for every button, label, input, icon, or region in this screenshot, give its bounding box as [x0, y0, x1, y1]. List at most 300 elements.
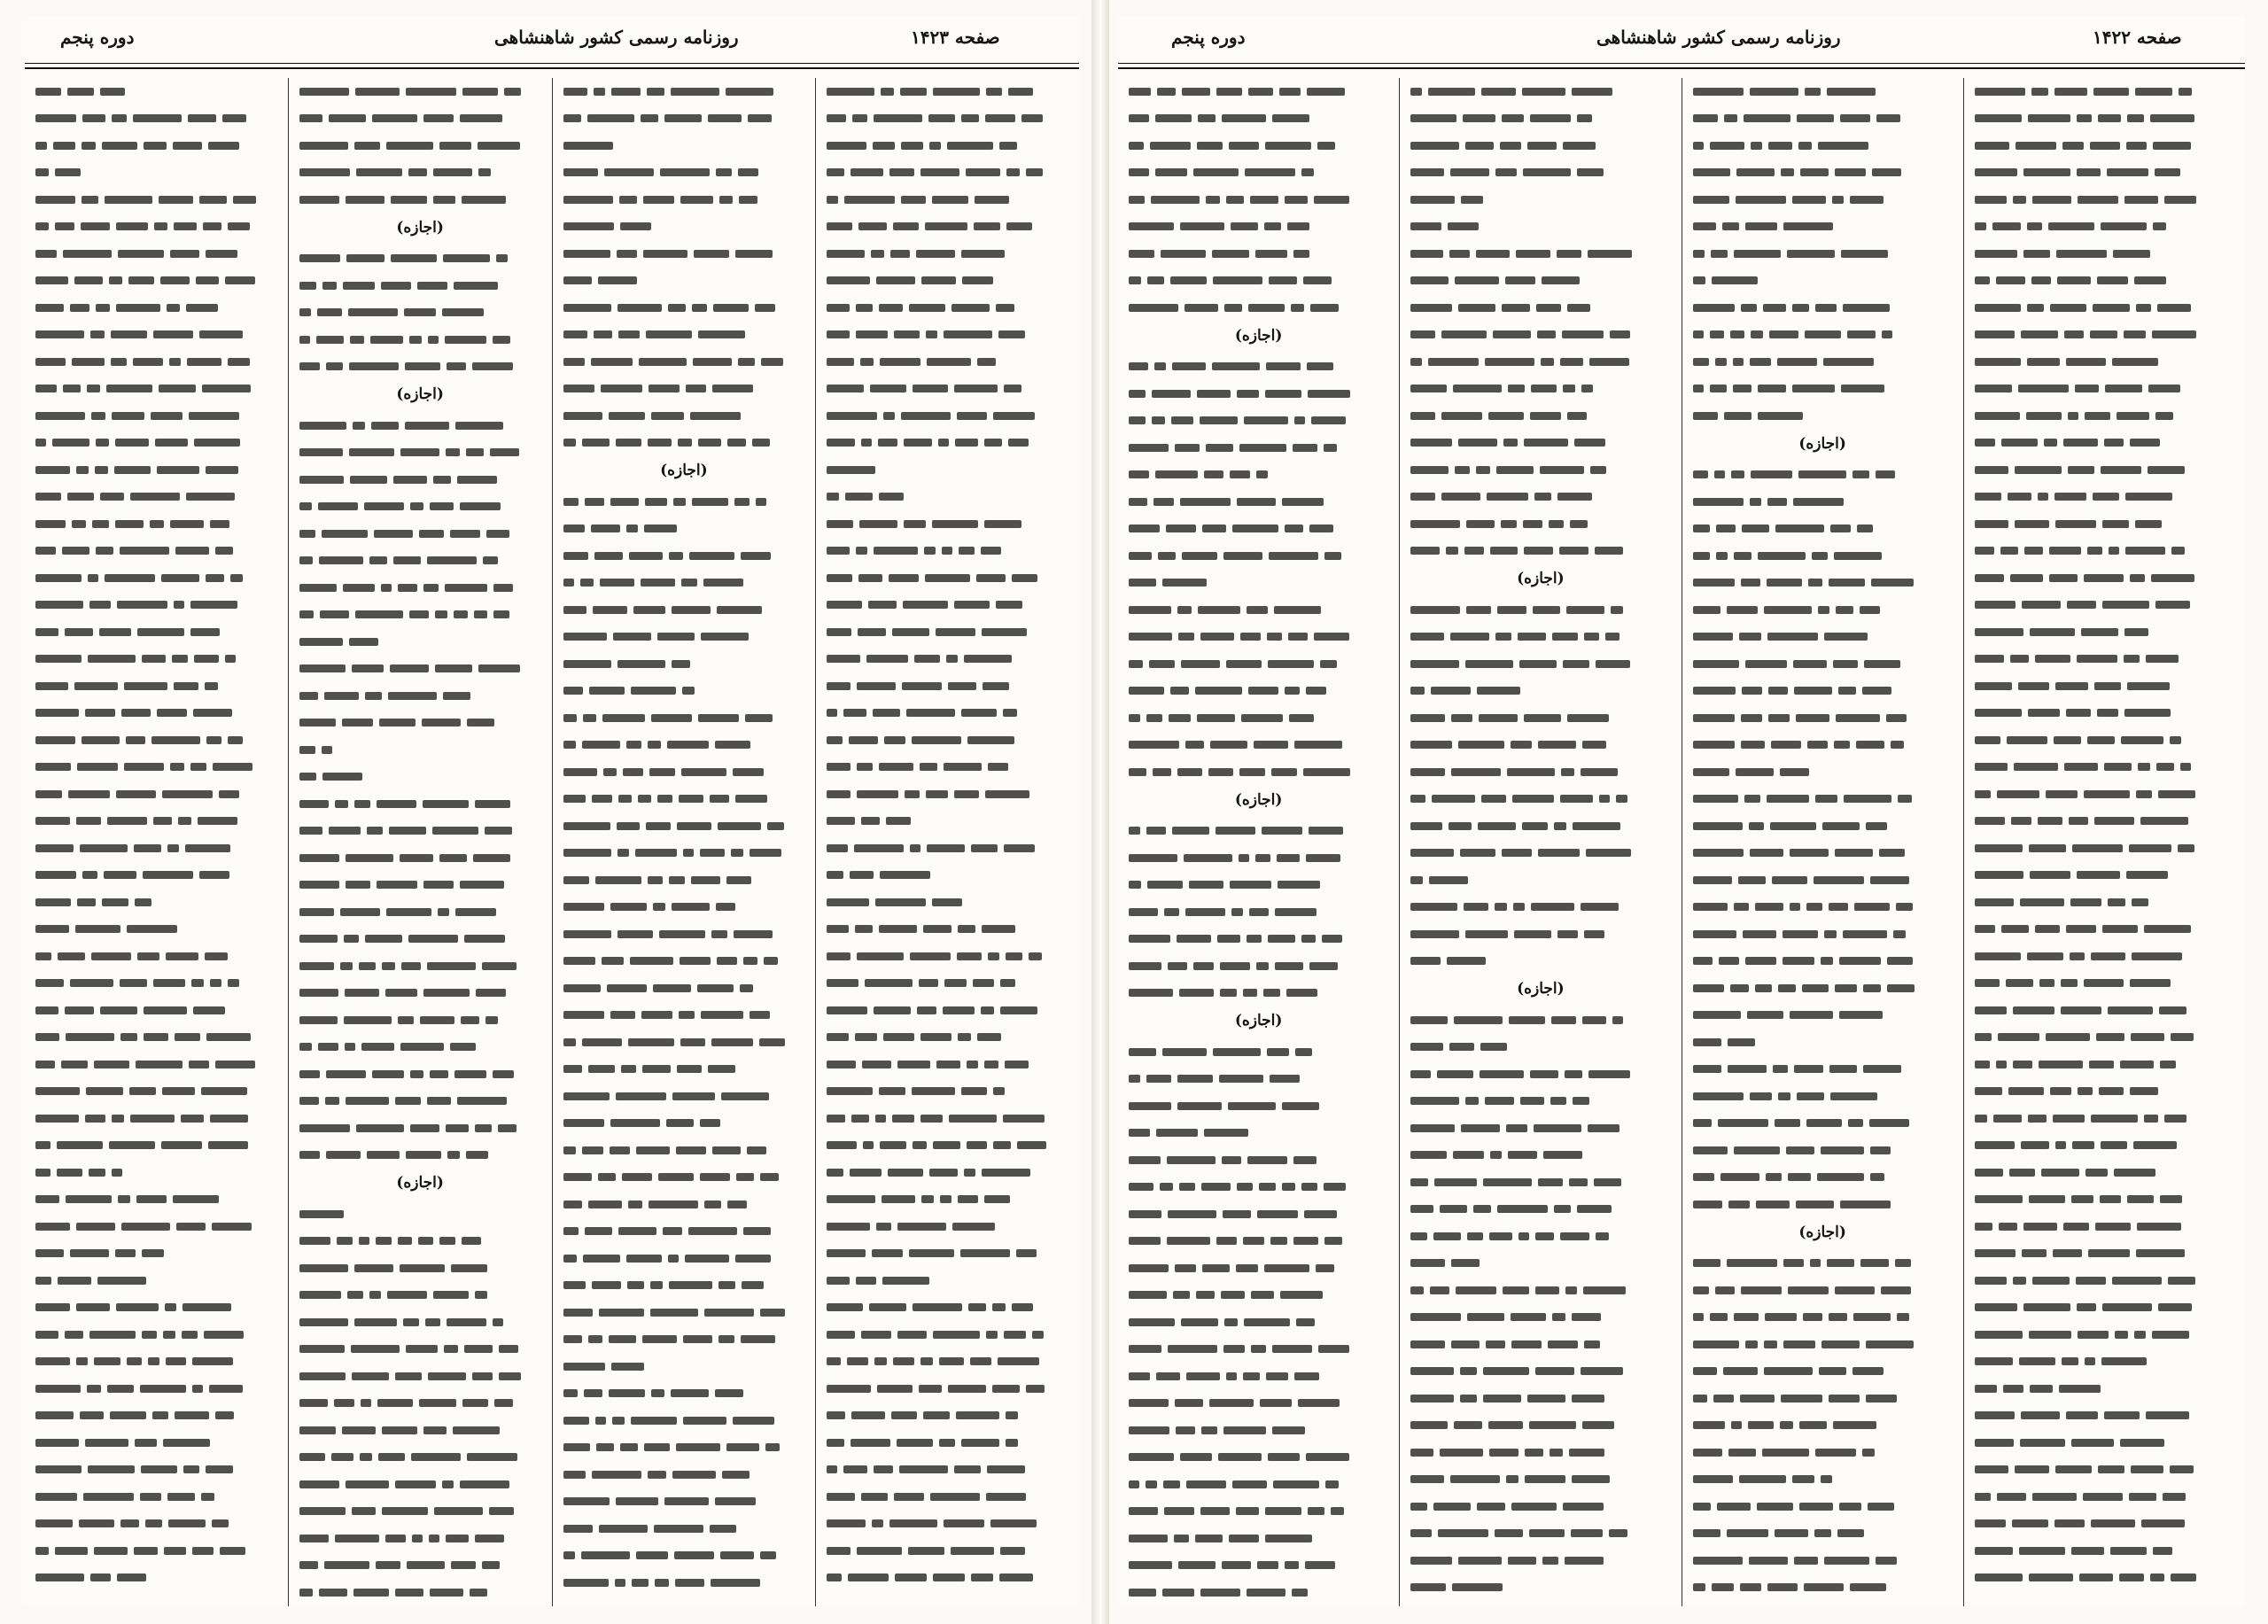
word-mark: [611, 1363, 644, 1371]
word-mark: [1293, 444, 1317, 452]
word-mark: [1012, 574, 1037, 582]
word-mark: [144, 142, 167, 150]
word-mark: [901, 196, 926, 204]
word-mark: [1693, 1146, 1728, 1154]
word-mark: [390, 664, 429, 672]
word-mark: [2093, 304, 2130, 312]
word-mark: [1577, 1205, 1612, 1213]
word-mark: [1180, 498, 1231, 506]
word-mark: [563, 1092, 610, 1100]
word-mark: [1557, 250, 1581, 258]
word-mark: [1794, 687, 1832, 695]
word-mark: [940, 1195, 951, 1203]
word-mark: [718, 1335, 734, 1343]
text-line: [1693, 570, 1953, 597]
word-mark: [400, 448, 439, 456]
word-mark: [1314, 633, 1349, 641]
word-mark: [2028, 709, 2060, 717]
word-mark: [1794, 1557, 1818, 1565]
left-title: روزنامه رسمی کشور شاهنشاهی: [494, 27, 739, 48]
word-mark: [1264, 222, 1281, 230]
word-mark: [1410, 250, 1443, 258]
word-mark: [827, 1223, 870, 1231]
word-mark: [354, 1318, 397, 1326]
word-mark: [917, 1006, 936, 1014]
word-mark: [299, 1589, 313, 1597]
word-mark: [2127, 114, 2144, 122]
word-mark: [451, 1264, 487, 1272]
word-mark: [35, 466, 70, 474]
word-mark: [2022, 1249, 2047, 1257]
word-mark: [89, 1331, 136, 1339]
text-line: [827, 1078, 1068, 1106]
word-mark: [1755, 984, 1772, 992]
word-mark: [2112, 1277, 2162, 1285]
word-mark: [1147, 881, 1183, 889]
word-mark: [672, 903, 710, 911]
word-mark: [2130, 1087, 2158, 1095]
text-line: [563, 1191, 805, 1218]
word-mark: [1410, 606, 1460, 614]
word-mark: [638, 795, 651, 803]
word-mark: [710, 1525, 736, 1533]
word-mark: [299, 336, 310, 344]
word-mark: [1693, 606, 1720, 614]
word-mark: [467, 719, 494, 727]
word-mark: [55, 168, 81, 176]
word-mark: [1301, 1183, 1317, 1191]
word-mark: [120, 547, 169, 555]
word-mark: [2029, 1573, 2073, 1581]
text-line: [1129, 132, 1388, 159]
text-line: [1410, 1439, 1670, 1466]
word-mark: [1767, 579, 1802, 587]
word-mark: [1734, 903, 1749, 911]
text-line: [827, 862, 1068, 890]
word-mark: [1500, 142, 1521, 150]
word-mark: [582, 1146, 603, 1154]
text-line: [827, 1213, 1068, 1240]
word-mark: [1129, 470, 1149, 478]
word-mark: [434, 1507, 483, 1515]
word-mark: [1331, 1507, 1344, 1515]
word-mark: [2163, 1493, 2186, 1501]
word-mark: [1129, 250, 1154, 258]
word-mark: [228, 222, 250, 230]
word-mark: [400, 1043, 444, 1051]
word-mark: [88, 1465, 135, 1473]
text-line: [827, 1375, 1068, 1403]
word-mark: [716, 903, 735, 911]
word-mark: [2023, 1223, 2057, 1231]
text-line: [1410, 921, 1670, 948]
word-mark: [1272, 114, 1309, 122]
word-mark: [1771, 741, 1801, 749]
text-line: [35, 970, 277, 998]
text-line: [1975, 1483, 2234, 1511]
word-mark: [1288, 633, 1308, 641]
word-mark: [2012, 1519, 2048, 1527]
word-mark: [1410, 114, 1456, 122]
word-mark: [1742, 524, 1769, 532]
word-mark: [1783, 930, 1818, 938]
word-mark: [827, 412, 877, 420]
text-line: [1410, 1412, 1670, 1440]
word-mark: [1221, 1291, 1245, 1299]
word-mark: [1975, 871, 2023, 879]
word-mark: [1163, 1480, 1180, 1488]
word-mark: [1477, 1503, 1505, 1511]
word-mark: [453, 1426, 500, 1434]
word-mark: [1285, 524, 1303, 532]
text-line: [35, 294, 277, 322]
word-mark: [152, 1411, 168, 1419]
word-mark: [2102, 601, 2149, 609]
word-mark: [2032, 1493, 2077, 1501]
text-line: [1693, 758, 1953, 786]
word-mark: [1314, 196, 1349, 204]
word-mark: [1129, 552, 1152, 560]
text-line: [563, 866, 805, 894]
word-mark: [1798, 142, 1812, 150]
text-line: [35, 1213, 277, 1240]
word-mark: [2054, 736, 2081, 744]
word-mark: [1316, 1264, 1334, 1272]
word-mark: [35, 1547, 49, 1555]
text-line: [1410, 1250, 1670, 1278]
word-mark: [923, 1411, 950, 1419]
word-mark: [609, 1335, 636, 1343]
word-mark: [1541, 358, 1554, 366]
text-line: [299, 132, 541, 159]
word-mark: [2097, 276, 2128, 284]
word-mark: [1599, 795, 1610, 803]
word-mark: [1455, 276, 1499, 284]
text-line: [299, 980, 541, 1007]
word-mark: [1488, 412, 1524, 420]
word-mark: [1891, 741, 1904, 749]
word-mark: [1722, 222, 1739, 230]
word-mark: [1573, 822, 1620, 830]
word-mark: [2019, 1357, 2055, 1365]
word-mark: [1008, 88, 1033, 96]
word-mark: [1026, 1385, 1045, 1393]
word-mark: [1524, 547, 1553, 555]
word-mark: [2078, 1087, 2093, 1095]
word-mark: [2146, 655, 2179, 663]
word-mark: [2132, 952, 2182, 960]
word-mark: [1792, 196, 1826, 204]
text-line: [563, 948, 805, 975]
word-mark: [927, 844, 965, 852]
word-mark: [1466, 520, 1495, 528]
word-mark: [876, 1223, 891, 1231]
word-mark: [353, 422, 365, 430]
word-mark: [1758, 385, 1786, 392]
word-mark: [166, 952, 198, 960]
word-mark: [35, 1195, 59, 1203]
word-mark: [2071, 1547, 2104, 1555]
word-mark: [827, 1115, 845, 1123]
word-mark: [1269, 276, 1297, 284]
word-mark: [739, 196, 757, 204]
word-mark: [1716, 524, 1736, 532]
word-mark: [892, 1115, 914, 1123]
word-mark: [961, 709, 997, 717]
word-mark: [1476, 250, 1510, 258]
word-mark: [1893, 930, 1906, 938]
text-line: [299, 1115, 541, 1142]
word-mark: [1129, 989, 1173, 997]
word-mark: [986, 1331, 998, 1339]
word-mark: [1560, 358, 1583, 366]
word-mark: [1834, 741, 1850, 749]
word-mark: [1872, 168, 1901, 176]
word-mark: [1693, 822, 1743, 830]
word-mark: [1844, 795, 1891, 803]
word-mark: [206, 736, 221, 744]
word-mark: [893, 222, 919, 230]
word-mark: [66, 1033, 114, 1041]
word-mark: [988, 763, 1008, 771]
word-mark: [648, 439, 672, 447]
word-mark: [668, 304, 686, 312]
word-mark: [1306, 1453, 1349, 1461]
word-mark: [1975, 1465, 2008, 1473]
text-line: [35, 1051, 277, 1078]
word-mark: [954, 1465, 981, 1473]
word-mark: [1179, 1183, 1195, 1191]
word-mark: [1129, 1535, 1168, 1542]
word-mark: [1239, 854, 1249, 862]
word-mark: [858, 628, 886, 636]
word-mark: [1852, 470, 1869, 478]
word-mark: [2049, 574, 2078, 582]
word-mark: [1870, 1146, 1891, 1154]
text-line: [1129, 159, 1388, 187]
word-mark: [1410, 687, 1425, 695]
word-mark: [1486, 1340, 1505, 1348]
word-mark: [460, 502, 501, 510]
word-mark: [1146, 1075, 1171, 1083]
word-mark: [1129, 168, 1149, 176]
word-mark: [946, 655, 958, 663]
word-mark: [594, 88, 605, 96]
word-mark: [626, 741, 641, 749]
word-mark: [1693, 412, 1718, 420]
word-mark: [1731, 470, 1744, 478]
word-mark: [1455, 466, 1470, 474]
word-mark: [439, 854, 467, 862]
word-mark: [1441, 412, 1482, 420]
left-columns: [25, 78, 1079, 1606]
word-mark: [2021, 1141, 2049, 1149]
text-line: [1693, 1250, 1953, 1278]
word-mark: [35, 763, 71, 771]
text-line: [1410, 268, 1670, 295]
word-mark: [35, 222, 49, 230]
word-mark: [1512, 795, 1554, 803]
word-mark: [1448, 222, 1479, 230]
text-line: [1975, 78, 2234, 105]
word-mark: [57, 1169, 82, 1177]
word-mark: [993, 412, 1035, 420]
word-mark: [1228, 1102, 1276, 1110]
word-mark: [1975, 1357, 2013, 1365]
word-mark: [704, 1309, 754, 1317]
word-mark: [1741, 714, 1762, 722]
word-mark: [1693, 903, 1728, 911]
word-mark: [2105, 385, 2142, 392]
word-mark: [1881, 1286, 1911, 1294]
word-mark: [1430, 1286, 1449, 1294]
word-mark: [1758, 552, 1806, 560]
word-mark: [563, 633, 607, 641]
word-mark: [87, 385, 100, 392]
word-mark: [2150, 114, 2194, 122]
word-mark: [1293, 250, 1309, 258]
word-mark: [418, 1237, 433, 1245]
word-mark: [1285, 687, 1300, 695]
word-mark: [1693, 795, 1738, 803]
word-mark: [827, 979, 858, 987]
word-mark: [582, 439, 610, 447]
word-mark: [580, 579, 594, 587]
word-mark: [299, 1097, 319, 1105]
word-mark: [174, 222, 197, 230]
word-mark: [35, 925, 69, 933]
word-mark: [299, 638, 343, 646]
word-mark: [228, 979, 239, 987]
word-mark: [206, 574, 224, 582]
word-mark: [182, 1331, 198, 1339]
word-mark: [1177, 935, 1211, 943]
word-mark: [35, 358, 66, 366]
word-mark: [708, 114, 742, 122]
word-mark: [322, 282, 337, 290]
word-mark: [1728, 1065, 1767, 1073]
word-mark: [649, 385, 680, 392]
word-mark: [1222, 1561, 1251, 1569]
word-mark: [412, 1535, 423, 1542]
word-mark: [1710, 1313, 1728, 1321]
word-mark: [1410, 1313, 1461, 1321]
word-mark: [111, 358, 127, 366]
word-mark: [347, 1291, 363, 1299]
text-line: [1975, 672, 2234, 700]
word-mark: [170, 250, 199, 258]
word-mark: [1204, 470, 1223, 478]
text-line: [563, 78, 805, 105]
word-mark: [2003, 1385, 2023, 1393]
text-line: [35, 727, 277, 754]
word-mark: [944, 330, 992, 338]
word-mark: [827, 276, 870, 284]
text-line: [563, 570, 805, 597]
word-mark: [1524, 714, 1561, 722]
word-mark: [1410, 466, 1449, 474]
text-line: [827, 186, 1068, 214]
word-mark: [35, 1439, 79, 1447]
word-mark: [1129, 1561, 1172, 1569]
word-mark: [2013, 1006, 2054, 1014]
word-mark: [653, 984, 691, 992]
word-mark: [667, 741, 709, 749]
word-mark: [658, 1173, 694, 1181]
word-mark: [446, 448, 460, 456]
word-mark: [354, 800, 370, 808]
word-mark: [1559, 547, 1588, 555]
word-mark: [595, 876, 641, 884]
word-mark: [1223, 1345, 1245, 1353]
word-mark: [1465, 930, 1508, 938]
word-mark: [1129, 1264, 1169, 1272]
word-mark: [1193, 962, 1214, 970]
text-line: [827, 889, 1068, 916]
word-mark: [866, 655, 908, 663]
word-mark: [2099, 1087, 2124, 1095]
text-line: [35, 1186, 277, 1214]
word-mark: [1508, 385, 1525, 392]
word-mark: [2027, 358, 2060, 366]
word-mark: [747, 1146, 766, 1154]
word-mark: [617, 849, 629, 857]
text-line: [35, 835, 277, 862]
word-mark: [349, 362, 399, 370]
word-mark: [1807, 741, 1828, 749]
word-mark: [504, 88, 521, 96]
word-mark: [1582, 1016, 1606, 1024]
word-mark: [1267, 1048, 1289, 1056]
word-mark: [2152, 1331, 2189, 1339]
word-mark: [910, 952, 951, 960]
word-mark: [755, 304, 775, 312]
word-mark: [882, 1277, 929, 1285]
word-mark: [1410, 903, 1457, 911]
word-mark: [884, 736, 905, 744]
word-mark: [1823, 358, 1874, 366]
word-mark: [1305, 1561, 1335, 1569]
word-mark: [2072, 1141, 2094, 1149]
text-line: [1129, 1092, 1388, 1120]
word-mark: [879, 925, 917, 933]
word-mark: [591, 358, 633, 366]
word-mark: [1839, 1503, 1861, 1511]
word-mark: [976, 574, 1006, 582]
word-mark: [352, 1507, 376, 1515]
word-mark: [1693, 1038, 1721, 1046]
word-mark: [1295, 1048, 1312, 1056]
text-line: [299, 952, 541, 980]
text-line: [1975, 943, 2234, 970]
word-mark: [2178, 844, 2194, 852]
text-line: [35, 78, 277, 105]
word-mark: [1181, 1318, 1218, 1326]
word-mark: [733, 768, 764, 776]
word-mark: [1863, 1065, 1901, 1073]
word-mark: [1769, 330, 1798, 338]
word-mark: [938, 439, 949, 447]
word-mark: [1175, 1264, 1196, 1272]
word-mark: [1169, 714, 1191, 722]
word-mark: [365, 692, 382, 700]
word-mark: [594, 330, 612, 338]
word-mark: [2032, 196, 2071, 204]
word-mark: [1879, 849, 1905, 857]
word-mark: [299, 692, 318, 700]
word-mark: [649, 768, 675, 776]
word-mark: [1538, 741, 1576, 749]
